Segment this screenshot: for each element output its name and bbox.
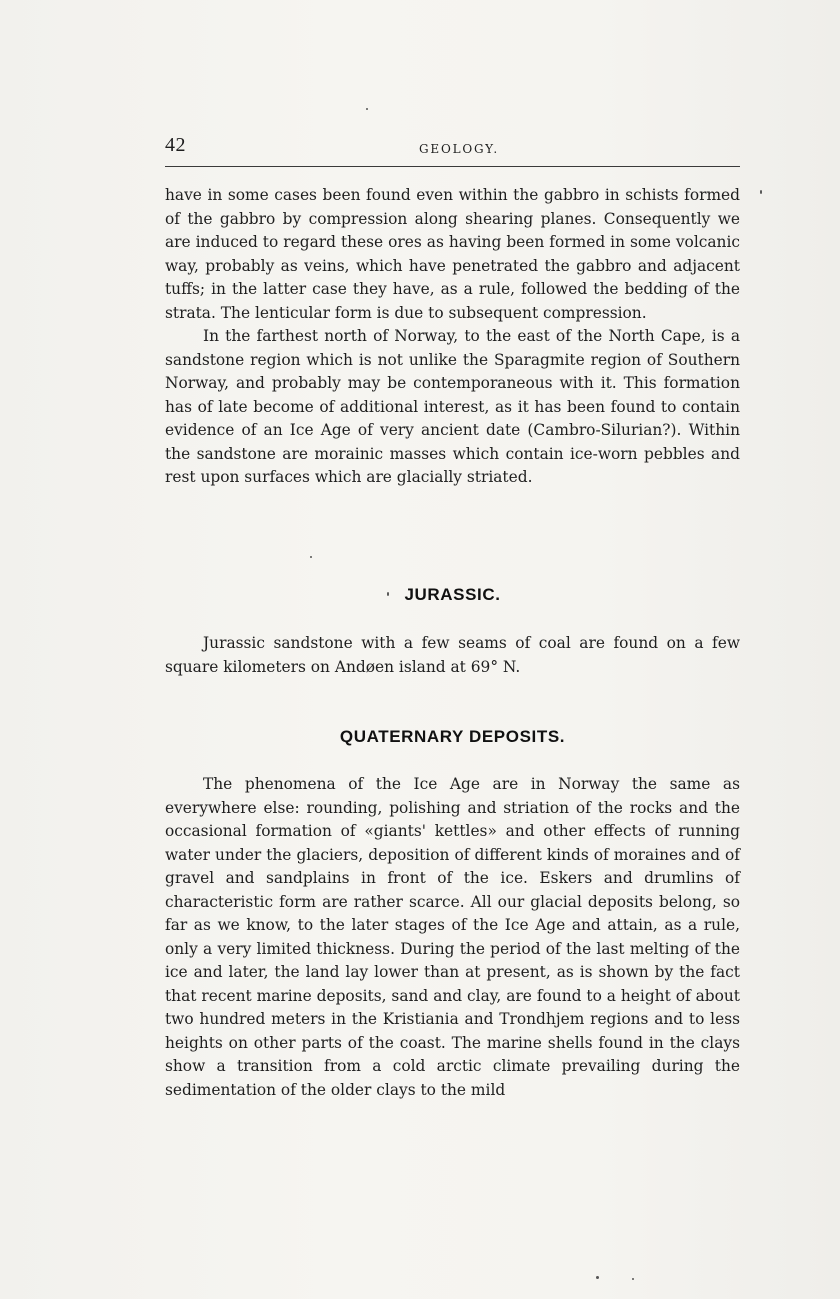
running-title: GEOLOGY. <box>419 142 499 156</box>
quaternary-heading: QUATERNARY DEPOSITS. <box>339 727 566 746</box>
intro-text <box>165 184 740 490</box>
paragraph-ores: have in some cases been found even within the gabbro in schists formed of the gabbro by compression along shearing planes. Consequently we are induced to regard these ores as having been formed in some volcanic way, probably as veins, which have penetrated the gabbro and adjacent tuffs; in the latter case they have, as a rule, followed the bedding of the strata. The lenticular form is due to subsequent compression. <box>165 186 740 322</box>
page-number: 42 <box>165 134 186 156</box>
quaternary-paragraph: The phenomena of the Ice Age are in Norway the same as everywhere else: rounding, polishing and striation of the rocks and the occasional formation of «giants' kettles» and other effects of running water under the glaciers, deposition of different kinds of moraines and of gravel and sandplains in front of the ice. Eskers and drumlins of characteristic form are rather scarce. All our glacial deposits belong, so far as we know, to the later stages of the Ice Age and attain, as a rule, only a very limited thickness. During the period of the last melting of the ice and later, the land lay lower than at present, as is shown by the fact that recent marine deposits, sand and clay, are found to a height of about two hundred meters in the Kristiania and Trondhjem regions and to less heights on other parts of the coast. The marine shells found in the clays show a transition from a cold arctic climate prevailing during the sedimentation of the older clays to the mild <box>165 775 740 1099</box>
jurassic-heading: JURASSIC. <box>404 585 501 604</box>
quaternary-section <box>165 773 740 1102</box>
jurassic-paragraph: Jurassic sandstone with a few seams of coal are found on a few square kilometers on Andøen island at 69° N. <box>165 634 740 676</box>
paper-speck <box>366 108 368 110</box>
paper-speck <box>596 1276 599 1279</box>
paper-speck <box>387 592 389 596</box>
paragraph-sandstone-region: In the farthest north of Norway, to the east of the North Cape, is a sandstone region which is not unlike the Sparagmite region of Southern Norway, and probably may be contemporaneous with it. This formation has of late become of additional interest, as it has been found to contain evidence of an Ice Age of very ancient date (Cambro-Silurian?). Within the sandstone are morainic masses which contain ice-worn pebbles and rest upon surfaces which are glacially striated. <box>165 327 740 486</box>
page-header <box>165 134 740 167</box>
jurassic-section <box>165 632 740 679</box>
paper-speck <box>310 556 312 558</box>
paper-speck <box>632 1278 634 1280</box>
paper-speck <box>760 190 762 194</box>
